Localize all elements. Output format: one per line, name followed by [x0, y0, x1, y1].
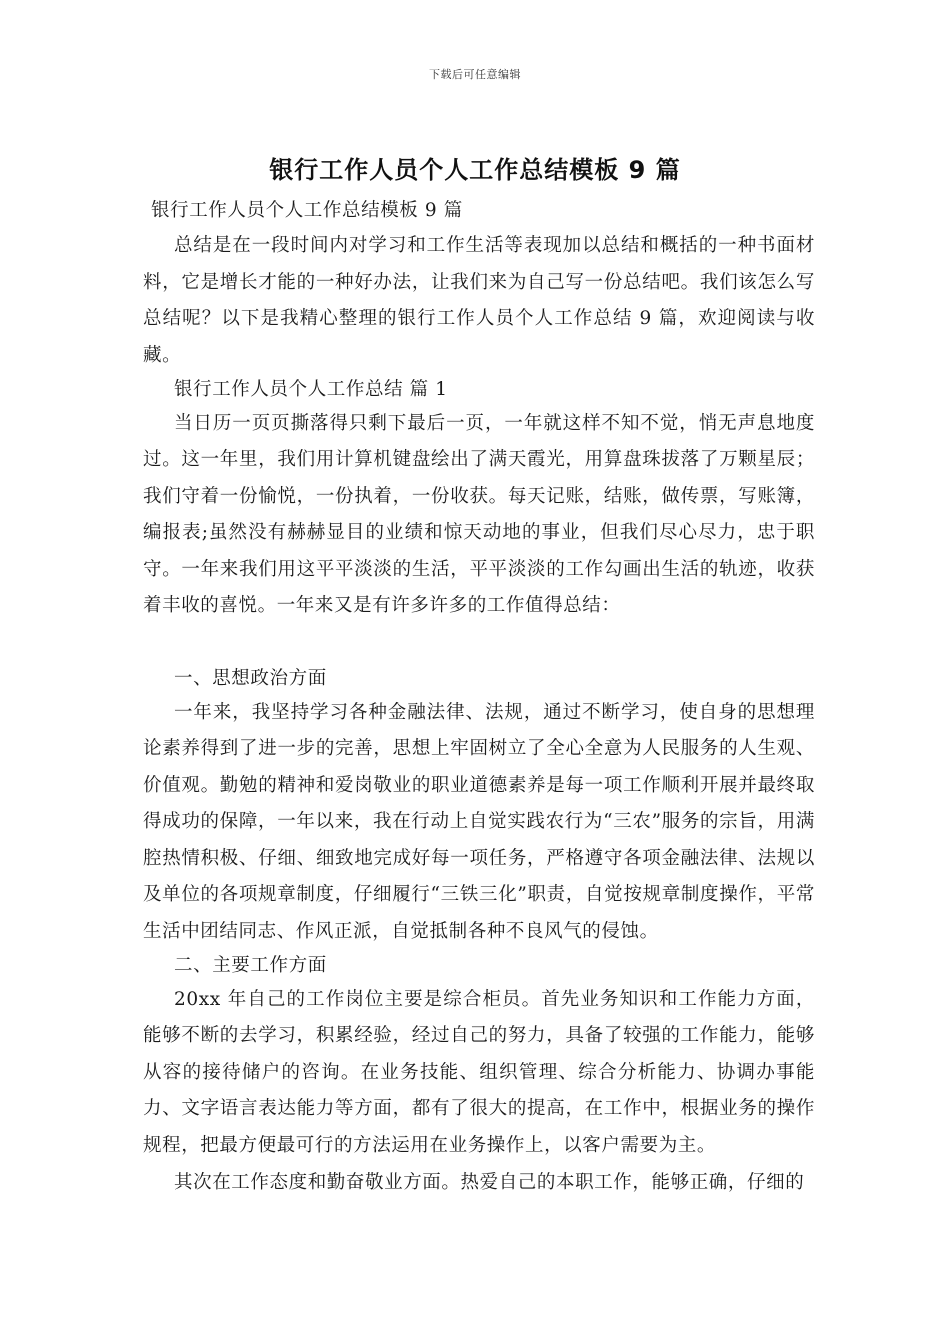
- document-subtitle: 银行工作人员个人工作总结模板 9 篇: [151, 200, 463, 221]
- paragraph-4: 其次在工作态度和勤奋敬业方面。热爱自己的本职工作，能够正确，仔细的: [174, 1172, 805, 1194]
- section-heading: 银行工作人员个人工作总结 篇 1: [174, 378, 448, 400]
- heading-politics: 一、思想政治方面: [174, 667, 327, 689]
- paragraph-3: 20xx 年自己的工作岗位主要是综合柜员。首先业务知识和工作能力方面，能够不断的去学习，积累经验，经过自己的努力，具备了较强的工作能力，能够从容的接待储户的咨询。在业务技能、组织管理、综合分析能力、协调办事能力、文字语言表达能力等方面，都有了很大的提高，在工作中，根据业务的操作规程，把最方便最可行的方法运用在业务操作上，以客户需要为主。: [143, 988, 815, 1156]
- paragraph-1: 当日历一页页撕落得只剩下最后一页，一年就这样不知不觉，悄无声息地度过。这一年里，我们用计算机键盘绘出了满天霞光，用算盘珠拔落了万颗星辰；我们守着一份愉悦，一份执着，一份收获。每天记账，结账，做传票，写账簿，编报表;虽然没有赫赫显目的业绩和惊天动地的事业，但我们尽心尽力，忠于职守。一年来我们用这平平淡淡的生活，平平淡淡的工作勾画出生活的轨迹，收获着丰收的喜悦。一年来又是有许多许多的工作值得总结：: [143, 412, 815, 617]
- blank-line: [143, 626, 815, 664]
- document-title: 银行工作人员个人工作总结模板 9 篇: [269, 156, 681, 184]
- paragraph-2: 一年来，我坚持学习各种金融法律、法规，通过不断学习，使自身的思想理论素养得到了进一步的完善，思想上牢固树立了全心全意为人民服务的人生观、价值观。勤勉的精神和爱岗敬业的职业道德素养是每一项工作顺利开展并最终取得成功的保障，一年以来，我在行动上自觉实践农行为“三农”服务的宗旨，用满腔热情积极、仔细、细致地完成好每一项任务，严格遵守各项金融法律、法规以及单位的各项规章制度，仔细履行“三铁三化”职责，自觉按规章制度操作，平常生活中团结同志、作风正派，自觉抵制各种不良风气的侵蚀。: [143, 701, 815, 942]
- heading-main-work: 二、主要工作方面: [174, 954, 327, 976]
- document-body: [143, 196, 815, 1203]
- intro-paragraph: 总结是在一段时间内对学习和工作生活等表现加以总结和概括的一种书面材料，它是增长才能的一种好办法，让我们来为自己写一份总结吧。我们该怎么写总结呢？以下是我精心整理的银行工作人员个人工作总结 9 篇，欢迎阅读与收藏。: [143, 235, 815, 366]
- header-note: 下载后可任意编辑: [429, 68, 521, 81]
